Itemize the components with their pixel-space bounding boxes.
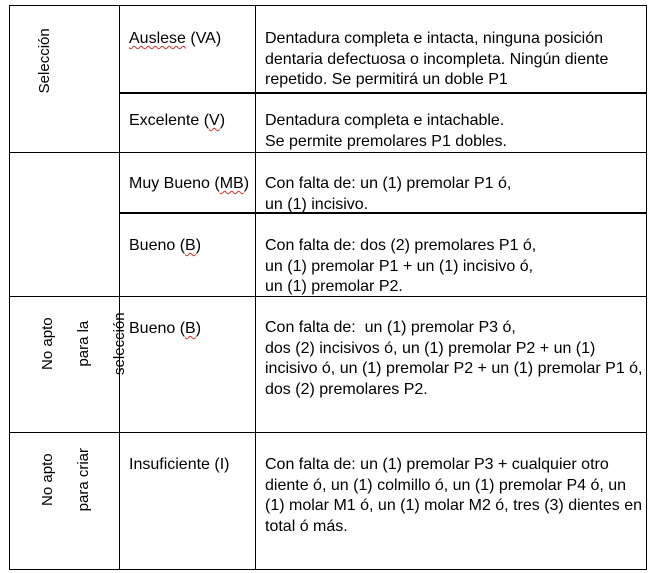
group-label-line: selección — [111, 312, 128, 375]
description-line: (1) molar M1 ó, un (1) molar M2 ó, tres (3) dientes en — [265, 497, 643, 514]
table-border-bottom — [9, 569, 647, 570]
description-cell-excelente — [265, 111, 507, 152]
grade-prefix: Muy Bueno ( — [129, 175, 220, 192]
grade-marked: B — [185, 320, 196, 337]
description-line: Con falta de: un (1) premolar P1 ó, — [265, 175, 512, 192]
grade-prefix: Insuficiente (I) — [129, 456, 230, 473]
table-divider-2 — [255, 5, 256, 570]
group-label-line: para criar — [75, 447, 92, 512]
description-line: un (1) premolar P2. — [265, 278, 403, 295]
description-cell-muy-bueno — [265, 174, 511, 215]
grade-prefix: Bueno ( — [129, 237, 186, 254]
grade-suffix: ) — [195, 237, 202, 254]
group-label-seleccion — [18, 30, 72, 110]
table-border-left — [9, 5, 10, 570]
grade-cell-excelente — [129, 111, 225, 131]
grade-cell-insuficiente — [129, 455, 229, 475]
group-label-no-apto-criar — [21, 443, 111, 533]
description-cell-bueno-1 — [265, 236, 536, 298]
description-line: diente ó, un (1) colmillo ó, un (1) premolar P4 ó, un — [265, 476, 627, 494]
table-border-right — [646, 5, 647, 570]
description-line: dos (2) incisivos ó, un (1) premolar P2 + un (1) — [265, 339, 596, 357]
grade-marked: V — [209, 112, 220, 129]
grade-prefix: Bueno ( — [129, 320, 186, 337]
grade-cell-muy-bueno — [129, 174, 249, 194]
group-divider-3 — [9, 432, 647, 433]
description-cell-insuficiente — [265, 455, 642, 537]
table-border-top — [9, 5, 647, 6]
description-line: Con falta de: un (1) premolar P3 + cualquier otro — [265, 456, 609, 473]
grade-marked: Auslese — [129, 30, 186, 47]
grade-suffix: ) — [243, 175, 250, 192]
grade-cell-bueno-2 — [129, 319, 201, 339]
grade-marked: MB — [219, 175, 244, 192]
grade-suffix: (VA) — [185, 30, 222, 47]
group-label-line: Selección — [36, 28, 53, 94]
group-divider-1 — [9, 152, 647, 153]
description-line: un (1) premolar P1 + un (1) incisivo ó, — [265, 257, 534, 275]
description-line: un (1) incisivo. — [265, 195, 369, 213]
grade-suffix: ) — [219, 112, 226, 129]
grade-marked: B — [185, 237, 196, 254]
description-line: Se permite premolares P1 dobles. — [265, 132, 507, 150]
group-label-line: para la — [75, 320, 92, 367]
description-line: Con falta de: un (1) premolar P3 ó, — [265, 319, 516, 336]
row-divider-1 — [119, 92, 647, 94]
description-line: repetido. Se permitirá un doble P1 — [265, 71, 508, 88]
grade-suffix: ) — [195, 320, 202, 337]
description-cell-auslese — [265, 29, 608, 91]
description-cell-bueno-2 — [265, 318, 643, 400]
description-line: total ó más. — [265, 517, 348, 535]
grade-cell-auslese — [129, 29, 221, 49]
description-line: Dentadura completa e intachable. — [265, 112, 505, 129]
grade-cell-bueno-1 — [129, 236, 201, 256]
description-line: Con falta de: dos (2) premolares P1 ó, — [265, 237, 537, 254]
description-line: Dentadura completa e intacta, ninguna posición — [265, 30, 603, 47]
description-line: incisivo ó, un (1) premolar P2 + un (1) premolar P1 ó, — [265, 360, 643, 377]
description-line: dentaria defectuosa o incompleta. Ningún diente — [265, 50, 609, 68]
grade-prefix: Excelente ( — [129, 112, 210, 129]
table-divider-1 — [119, 5, 120, 570]
group-label-line: No apto — [39, 317, 56, 370]
description-line: dos (2) premolares P2. — [265, 380, 428, 398]
group-label-line: No apto — [39, 453, 56, 506]
